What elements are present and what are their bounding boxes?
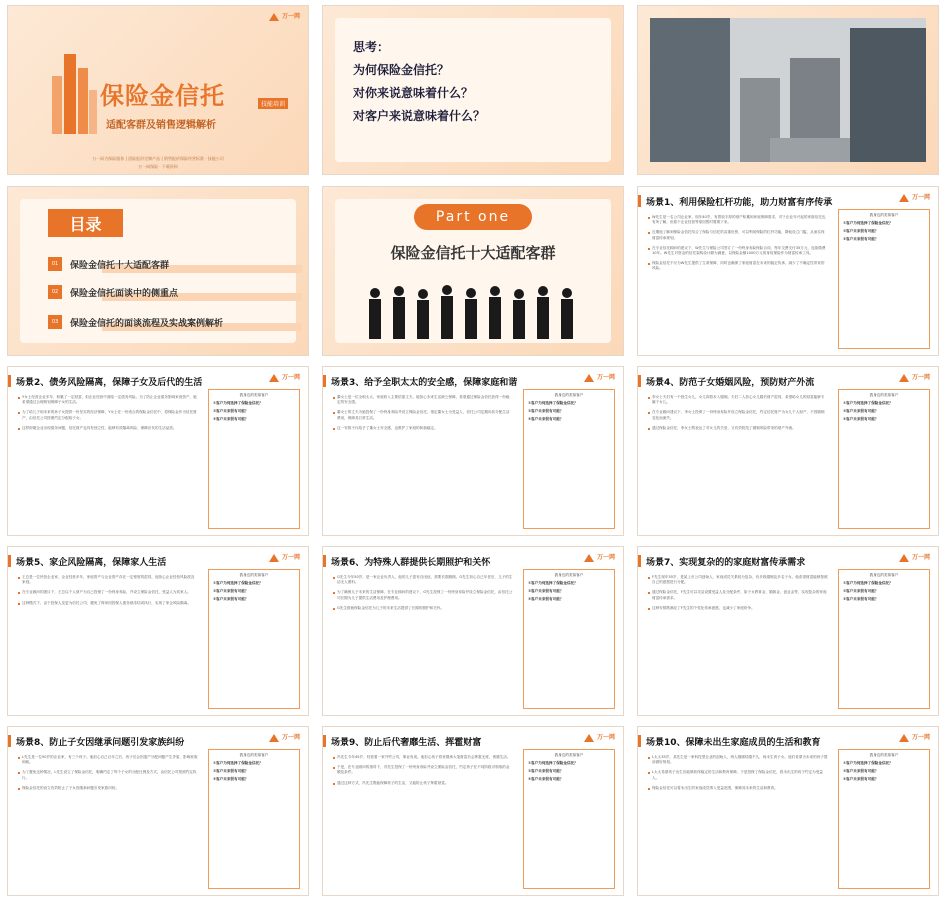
toc-item-2[interactable] xyxy=(48,285,283,299)
business-people-icon xyxy=(363,279,583,339)
scene-title: 场景7、实现复杂的的家庭财富传承需求 xyxy=(646,558,806,568)
scene-paragraph: G先生今年50岁，是一家企业负责人，他的儿子患有自闭症，需要长期照顾。G先生担心自己年老后，儿子的生活无人照料。 xyxy=(333,575,513,585)
brand-logo xyxy=(268,373,300,383)
similar-clients-header: 我身边的类似客户 xyxy=(239,393,269,397)
similar-clients-question-2: ②客户未来很有可能？ xyxy=(843,229,879,233)
scene-paragraph: 这样即便企业出现债务问题，信托财产也具有独立性，能够有效隔离风险，保障后代的生活品质。 xyxy=(18,426,198,431)
slide-scene-7[interactable] xyxy=(638,547,938,715)
scene-paragraph: F先生现年55岁，是某上市公司创始人，家庭成员关系较为复杂，有多段婚姻及多名子女。他希望财富能够按照自己的意愿进行分配。 xyxy=(648,575,828,585)
brand-logo-text: 万一网 xyxy=(911,194,930,201)
similar-clients-question-2: ②客户未来很有可能？ xyxy=(843,769,879,773)
similar-clients-box xyxy=(838,209,930,349)
similar-clients-question-2: ②客户未来很有可能？ xyxy=(843,589,879,593)
scene-paragraph: 保险金信托可以将未出生的家庭成员纳入受益范围，保障其未来的生活和教育。 xyxy=(648,786,828,791)
toc-item-label: 保险金信托面谈中的侧重点 xyxy=(70,288,179,299)
title-accent-bar xyxy=(8,735,11,747)
scene-paragraph: 在专业顾问建议下，李女士投保了一份终身寿险并设立保险金信托，约定信托财产为女儿个人财产，不因婚姻变化而流失。 xyxy=(648,410,828,420)
brand-logo-icon xyxy=(898,373,910,383)
slide-think[interactable] xyxy=(323,6,623,174)
toc-item-number: 02 xyxy=(48,285,62,299)
similar-clients-header: 我身边的类似客户 xyxy=(554,753,584,757)
similar-clients-question-1: ①客户为何选择了保险金信托？ xyxy=(213,761,263,765)
similar-clients-header: 我身边的类似客户 xyxy=(869,393,899,397)
slide-scene-2[interactable] xyxy=(8,367,308,535)
similar-clients-question-1: ①客户为何选择了保险金信托？ xyxy=(528,581,578,585)
scene-body xyxy=(18,755,198,887)
slide-scene-10[interactable] xyxy=(638,727,938,895)
toc-title: 目录 xyxy=(48,209,123,237)
similar-clients-box xyxy=(208,749,300,889)
scene-title: 场景9、防止后代奢靡生活、挥霍财富 xyxy=(331,738,482,748)
cover-footer-line-1: 万一网为保险服务 | 团险报价定制产品 | 销售报价保险经营标准 · 技能公司 xyxy=(92,156,224,161)
brand-logo xyxy=(268,733,300,743)
scene-paragraph: G先生借助保险金信托为儿子的未来生活提供了长期的照护和关怀。 xyxy=(333,606,513,611)
cover-subtitle: 适配客群及销售逻辑解析 xyxy=(106,120,216,131)
cover-footer-line-2: 万一网保险 · 下载资料 xyxy=(138,164,178,169)
similar-clients-question-1: ①客户为何选择了保险金信托？ xyxy=(528,761,578,765)
think-line-1: 为何保险金信托？ xyxy=(353,63,450,77)
scene-paragraph: 为了确保儿子未来的生活保障，在专业顾问的建议下，G先生投保了一份终身寿险并设立保险金信托，由信托公司长期为儿子提供生活费用及护理费用。 xyxy=(333,590,513,600)
title-accent-bar xyxy=(8,555,11,567)
brand-logo-text: 万一网 xyxy=(596,374,615,381)
slide-toc[interactable] xyxy=(8,187,308,355)
brand-logo-text: 万一网 xyxy=(596,554,615,561)
title-accent-bar xyxy=(638,195,641,207)
similar-clients-question-2: ②客户未来很有可能？ xyxy=(528,409,564,413)
title-accent-bar xyxy=(323,375,326,387)
brand-logo xyxy=(898,733,930,743)
scene-paragraph: 近期他了解到保险金信托结合了保险与信托的双重优势，可以利用保险的杠杆功能，降低设立门槛，从而实现财富传承规划。 xyxy=(648,230,828,240)
similar-clients-header: 我身边的类似客户 xyxy=(554,393,584,397)
slide-scene-9[interactable] xyxy=(323,727,623,895)
similar-clients-question-3: ③客户未来很有可能？ xyxy=(213,417,249,421)
scene-title: 场景10、保障未出生家庭成员的生活和教育 xyxy=(646,738,821,748)
scene-paragraph: 这种安排既满足了F先生的个性化传承意愿，也减少了家庭纷争。 xyxy=(648,606,828,611)
similar-clients-question-1: ①客户为何选择了保险金信托？ xyxy=(213,581,263,585)
similar-clients-question-1: ①客户为何选择了保险金信托？ xyxy=(843,221,893,225)
brand-logo-text: 万一网 xyxy=(281,374,300,381)
slide-scene-3[interactable] xyxy=(323,367,623,535)
title-accent-bar xyxy=(323,555,326,567)
similar-clients-header: 我身边的类似客户 xyxy=(554,573,584,577)
similar-clients-box xyxy=(838,749,930,889)
scene-paragraph: 这种模式下，由于投保人变更为信托公司，避免了保单因投保人债务被冻结或执行，实现了家企风险隔离。 xyxy=(18,601,198,606)
scene-paragraph: L先生是一位50岁的企业家，有三个孩子。他担心自己百年之后，孩子们会因遗产分配问题产生矛盾，影响家族和睦。 xyxy=(18,755,198,765)
cover-title: 保险金信托 xyxy=(100,82,225,110)
brand-logo xyxy=(268,12,300,22)
toc-item-label: 保险金信托的面谈流程及实战案例解析 xyxy=(70,318,224,329)
skyscraper-icon xyxy=(48,46,98,134)
similar-clients-header: 我身边的类似客户 xyxy=(869,753,899,757)
scene-paragraph: 通过这种方式，冯先生既能保障孩子的生活，又能防止孩子挥霍财富。 xyxy=(333,781,513,786)
similar-clients-question-3: ③客户未来很有可能？ xyxy=(843,597,879,601)
similar-clients-question-3: ③客户未来很有可能？ xyxy=(528,597,564,601)
brand-logo-icon xyxy=(583,373,595,383)
scene-paragraph: 李女士夫妇有一个独生女儿，女儿即将步入婚姻。夫妇二人担心女儿婚后财产混同，希望给女儿的财富能够专属于女儿。 xyxy=(648,395,828,405)
similar-clients-question-1: ①客户为何选择了保险金信托？ xyxy=(843,401,893,405)
brand-logo-text: 万一网 xyxy=(281,13,300,20)
toc-item-number: 03 xyxy=(48,315,62,329)
scene-body xyxy=(333,575,513,707)
scene-paragraph: 为了避免这种情况，L先生设立了保险金信托，明确约定了每个子女的分配比例及方式，由信托公司按照约定执行。 xyxy=(18,770,198,780)
scene-paragraph: 为了给儿子和未来的孙子女提供一份坚实的经济保障，Y女士在一份适合的保险金信托中，将保险金作为信托财产，由信托公司按照约定分配给子女。 xyxy=(18,410,198,420)
brand-logo xyxy=(583,733,615,743)
similar-clients-question-2: ②客户未来很有可能？ xyxy=(528,769,564,773)
think-line-3: 对客户来说意味着什么？ xyxy=(353,109,486,123)
slide-cover[interactable] xyxy=(8,6,308,174)
brand-logo xyxy=(583,373,615,383)
scene-paragraph: L太太35岁，其先生是一家科技型企业的创始人，两人刚刚结婚不久，尚未生育子女。他们希望为未来的孩子提前做好规划。 xyxy=(648,755,828,765)
part-title: 保险金信托十大适配客群 xyxy=(390,244,556,262)
similar-clients-question-3: ③客户未来很有可能？ xyxy=(528,417,564,421)
think-line-2: 对你来说意味着什么？ xyxy=(353,86,474,100)
toc-item-label: 保险金信托十大适配客群 xyxy=(70,260,170,271)
similar-clients-header: 我身边的类似客户 xyxy=(239,573,269,577)
scene-title: 场景8、防止子女因继承问题引发家族纠纷 xyxy=(16,738,185,748)
similar-clients-question-1: ①客户为何选择了保险金信托？ xyxy=(843,761,893,765)
scene-body xyxy=(648,755,828,887)
similar-clients-question-3: ③客户未来很有可能？ xyxy=(843,237,879,241)
scene-body xyxy=(333,395,513,527)
similar-clients-header: 我身边的类似客户 xyxy=(869,573,899,577)
scene-paragraph: 保险金信托不仅为W先生提供了生命保障，同时也确保了家庭财富在未来的稳定传承，减少了不确定性带来的风险。 xyxy=(648,261,828,271)
scene-paragraph: Y女士经营企业多年，积累了一定财富，但企业经营中面临一定债务风险。为了防止企业债务影响家庭资产，她希望通过合理规划保障子女的生活。 xyxy=(18,395,198,405)
title-accent-bar xyxy=(638,375,641,387)
scene-body xyxy=(18,395,198,527)
similar-clients-box xyxy=(523,569,615,709)
city-street-photo xyxy=(650,18,926,162)
similar-clients-header: 我身边的类似客户 xyxy=(869,213,899,217)
similar-clients-question-1: ①客户为何选择了保险金信托？ xyxy=(528,401,578,405)
similar-clients-question-2: ②客户未来很有可能？ xyxy=(213,589,249,593)
brand-logo xyxy=(583,553,615,563)
similar-clients-question-2: ②客户未来很有可能？ xyxy=(528,589,564,593)
brand-logo-icon xyxy=(268,373,280,383)
scene-paragraph: W先生是一名公司企业家，现年40岁，有着较丰厚的财产积累和家庭保障需求，对于企业年兴起的家族信托也有所了解，但基于企业经营等原因暂时暂缓下来。 xyxy=(648,215,828,225)
scene-title: 场景2、债务风险隔离，保障子女及后代的生活 xyxy=(16,378,203,388)
scene-body xyxy=(648,215,828,347)
similar-clients-question-1: ①客户为何选择了保险金信托？ xyxy=(843,581,893,585)
brand-logo-text: 万一网 xyxy=(281,734,300,741)
toc-item-3[interactable] xyxy=(48,315,283,329)
similar-clients-question-3: ③客户未来很有可能？ xyxy=(843,417,879,421)
scene-title: 场景6、为特殊人群提供长期照护和关怀 xyxy=(331,558,491,568)
scene-title: 场景5、家企风险隔离，保障家人生活 xyxy=(16,558,167,568)
title-accent-bar xyxy=(8,375,11,387)
scene-paragraph: 冯先生今年45岁，经营着一家外贸公司，事业有成。他担心孩子将来继承大笔财富后会挥霍无度，奢靡生活。 xyxy=(333,755,513,760)
part-label: Part one xyxy=(414,204,532,230)
think-block xyxy=(353,36,485,128)
slide-scene-5[interactable] xyxy=(8,547,308,715)
scene-body xyxy=(333,755,513,887)
similar-clients-box xyxy=(838,389,930,529)
similar-clients-question-2: ②客户未来很有可能？ xyxy=(213,409,249,413)
similar-clients-box xyxy=(208,569,300,709)
similar-clients-question-3: ③客户未来很有可能？ xyxy=(843,777,879,781)
scene-title: 场景3、给予全职太太的安全感，保障家庭和谐 xyxy=(331,378,518,388)
brand-logo-icon xyxy=(583,733,595,743)
slide-scene-1[interactable] xyxy=(638,187,938,355)
title-accent-bar xyxy=(323,735,326,747)
similar-clients-box xyxy=(208,389,300,529)
similar-clients-question-3: ③客户未来很有可能？ xyxy=(213,597,249,601)
brand-logo-icon xyxy=(268,12,280,22)
scene-paragraph: 通过保险金信托，李女士既表达了对女儿的关爱，又有效防范了婚姻风险带来的财产外流。 xyxy=(648,426,828,431)
similar-clients-box xyxy=(523,749,615,889)
scene-body xyxy=(648,575,828,707)
brand-logo-text: 万一网 xyxy=(911,734,930,741)
brand-logo-text: 万一网 xyxy=(281,554,300,561)
toc-item-number: 01 xyxy=(48,257,62,271)
title-accent-bar xyxy=(638,735,641,747)
scene-paragraph: 通过保险金信托，F先生可以灵活设置受益人及分配条件，如子女教育金、婚嫁金、创业金等，实现复杂的家庭财富传承需求。 xyxy=(648,590,828,600)
brand-logo-text: 万一网 xyxy=(911,374,930,381)
scene-paragraph: 董女士是一位全职太太，家庭收入主要依靠丈夫。她担心未来生活缺乏保障，希望通过保险金信托获得一份稳定的安全感。 xyxy=(333,395,513,405)
think-heading: 思考： xyxy=(353,40,390,54)
similar-clients-question-3: ③客户未来很有可能？ xyxy=(528,777,564,781)
brand-logo-icon xyxy=(898,193,910,203)
scene-title: 场景4、防范子女婚姻风险，预防财产外流 xyxy=(646,378,815,388)
brand-logo-text: 万一网 xyxy=(596,734,615,741)
scene-title: 场景1、利用保险杠杆功能，助力财富有序传承 xyxy=(646,198,833,208)
slide-scene-4[interactable] xyxy=(638,367,938,535)
scene-paragraph: L太太希望孩子出生后能够获得稳定的生活和教育保障，于是投保了保险金信托，将未出生的孩子约定为受益人。 xyxy=(648,770,828,780)
scene-paragraph: 保险金信托的设立有效防止了子女因继承问题引发家族纠纷。 xyxy=(18,786,198,791)
title-accent-bar xyxy=(638,555,641,567)
slide-scene-6[interactable] xyxy=(323,547,623,715)
brand-logo-icon xyxy=(898,733,910,743)
similar-clients-question-2: ②客户未来很有可能？ xyxy=(843,409,879,413)
similar-clients-question-2: ②客户未来很有可能？ xyxy=(213,769,249,773)
similar-clients-box xyxy=(838,569,930,709)
similar-clients-header: 我身边的类似客户 xyxy=(239,753,269,757)
slide-part-one[interactable] xyxy=(323,187,623,355)
scene-paragraph: 在专业顾问的建议下，王总以个人财产为自己投保了一份终身寿险，并设立保险金信托，受益人为其家人。 xyxy=(18,590,198,595)
similar-clients-question-3: ③客户未来很有可能？ xyxy=(213,777,249,781)
toc-item-1[interactable] xyxy=(48,257,283,271)
similar-clients-box xyxy=(523,389,615,529)
brand-logo xyxy=(898,373,930,383)
slide-city-photo[interactable] xyxy=(638,6,938,174)
scene-paragraph: 董女士的丈夫为她投保了一份终身寿险并设立保险金信托，指定董女士为受益人，信托公司定期向其分配生活费用，保障其日常生活。 xyxy=(333,410,513,420)
brand-logo-icon xyxy=(898,553,910,563)
scene-paragraph: 这一安排不仅给予了董女士安全感，也维护了家庭的和谐稳定。 xyxy=(333,426,513,431)
slide-scene-8[interactable] xyxy=(8,727,308,895)
brand-logo xyxy=(268,553,300,563)
scene-paragraph: 于是，在专业顾问的指导下，冯先生投保了一份终身寿险并设立保险金信托，约定孩子在不同阶段可领取的金额及条件。 xyxy=(333,765,513,775)
brand-logo-text: 万一网 xyxy=(911,554,930,561)
brand-logo-icon xyxy=(268,553,280,563)
similar-clients-question-1: ①客户为何选择了保险金信托？ xyxy=(213,401,263,405)
scene-body xyxy=(18,575,198,707)
scene-paragraph: 王总是一位民营企业家，企业经营多年，家庭资产与企业资产存在一定程度的混同，他担心企业经营风险波及家庭。 xyxy=(18,575,198,585)
brand-logo-icon xyxy=(583,553,595,563)
cover-tag: 技能培训 xyxy=(258,98,288,109)
brand-logo xyxy=(898,193,930,203)
scene-paragraph: 在专业信托顾问的建议下，W先生与保险公司签订了一份终身寿险保险合同，每年交费支付35万元，连续缴费10年。W先生对资金的信托架构设计颇为满意，以保险金额1000万元的身故保险作为财富传承工具。 xyxy=(648,246,828,256)
brand-logo-icon xyxy=(268,733,280,743)
brand-logo xyxy=(898,553,930,563)
scene-body xyxy=(648,395,828,527)
